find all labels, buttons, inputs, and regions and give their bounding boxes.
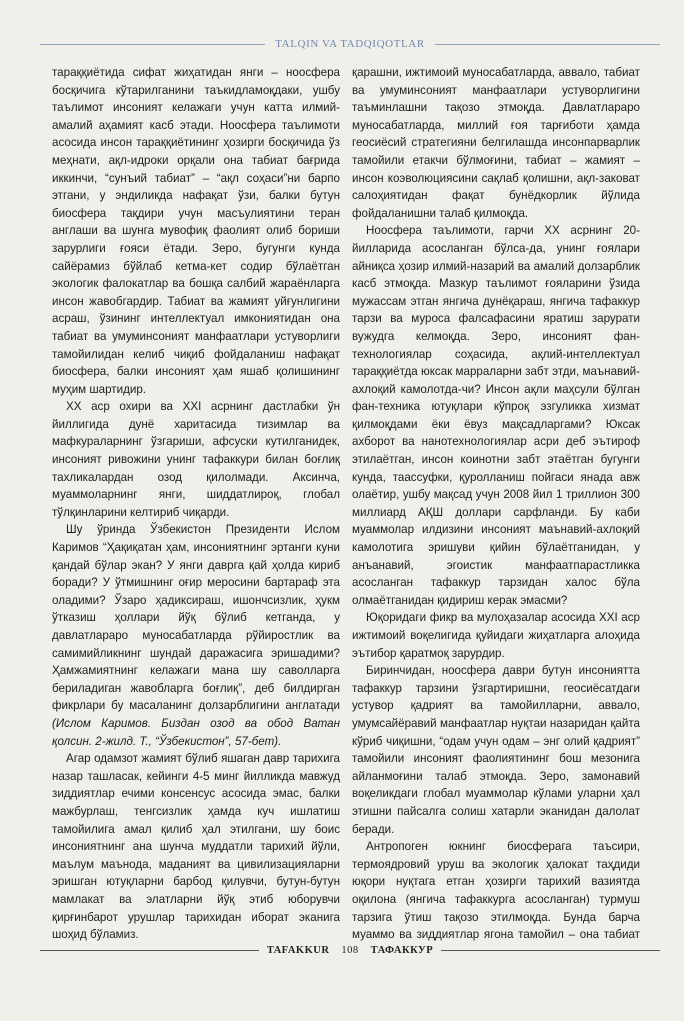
article-body xyxy=(52,64,640,944)
paragraph: XX аср охири ва XXI асрнинг дастлабки ўн йиллигида дунё харитасида тизимлар ва мафкураларнинг ўзгариши, афсуски кутилганидек, инсоният ривожини унинг тафаккури билан боғлиқ тахликалардан озод қилолмади. Аксинча, муаммоларнинг янги, шиддатлироқ, глобал тўлқинларини келтириб чиқарди. xyxy=(52,400,340,519)
page-number: 108 xyxy=(341,944,359,956)
running-footer xyxy=(40,942,660,958)
paragraph: тараққиётида сифат жиҳатидан янги – ноосфера босқичига кўтарилганини таъкидламоқдаки, ушбу таълимот инсоният келажаги учун катта илмий-амалий аҳамият касб этади. Ноосфера таълимоти асосида инсон тараққиётининг ҳозирги босқичида ўз меҳнати, ақл-идроки орқали она табиат бағрида иккинчи, “сунъий табиат” – “ақл соҳаси”ни барпо этгани, у эндиликда нафақат ўзи, балки бутун биосфера тақдири учун масъулиятини теран англаши ва шунга мувофиқ фаолият олиб бориши зарурлиги ғояси ётади. Зеро, бугунги кунда сайёрамиз бўйлаб кетма-кет содир бўлаётган экологик фалокатлар ва бошқа салбий жараёнларга инсон жавобгардир. Табиат ва жамият уйғунлигини асраш, ўзининг интеллектуал имкониятидан она табиат ва умуминсоният манфаатлари устуворлиги тамойилидан келиб чиқиб фойдаланиш нафақат биосфера, балки инсоният ҳам яшаб қолишининг муҳим шартидир. xyxy=(52,66,340,396)
citation: (Ислом Каримов. Биздан озод ва обод Ватан қолсин. 2-жилд. Т., “Ўзбекистон”, 57-бет). xyxy=(52,716,340,748)
footer-rule-right xyxy=(441,950,660,951)
footer-rule-left xyxy=(40,950,259,951)
paragraph: Антропоген юкнинг биосферага таъсири, термоядровий уруш ва экологик ҳалокат таҳдиди юқори нуқтага етган ҳозирги тарихий вазиятда оқилона (янгича тафаккурга асосланган) турмуш тарзига ўтиш тақозо этилмоқда. Бунда барча муаммо ва зиддиятлар ягона тамойил – она табиат xyxy=(352,840,640,942)
paragraph: Агар одамзот жамият бўлиб яшаган давр тарихига назар ташласак, кейинги 4-5 минг йилликда мавжуд зиддиятлар ечими консенсус асосида эмас, балки мажбурлаш, тенгсизлик ҳамда куч ишлатиш тамойилига амал қилиб ҳал этилгани, шу боис инсониятнинг ана шунча муддатли тарихий йўли, маълум маънода, маданият ва цивилизацияларни эришган ютуқларни барбод қилувчи, бутун-бутун мамлакат ва элатларни йўқ этиб юборувчи қирғинбарот урушлар тарихидан иборат эканига шоҳид бўламиз. xyxy=(52,752,340,942)
running-header xyxy=(40,36,660,52)
header-rule-left xyxy=(40,44,265,45)
section-title: TALQIN VA TADQIQOTLAR xyxy=(275,38,425,50)
paragraph: қарашни, ижтимоий муносабатларда, аввало, табиат ва умуминсоният манфаатлари устуворлигини таъминлашни тақозо этмоқда. Давлатлараро муносабатларда, миллий ғоя тарғиботи ҳамда геосиёсий стратегияни белгилашда инсонпарварлик тамойили етакчи бўлмоғини, табиат – жамият – инсон коэволюциясини сақлаб қолишни, ақл-заковат салоҳиятидан фақат бунёдкорлик йўлида фойдаланишни талаб қилмоқда. xyxy=(352,66,640,220)
journal-name-latin: TAFAKKUR xyxy=(266,944,330,956)
header-rule-right xyxy=(435,44,660,45)
left-column xyxy=(52,64,340,944)
paragraph: Юқоридаги фикр ва мулоҳазалар асосида XXI аср ижтимоий воқелигида қуйидаги жиҳатларга алоҳида эътибор қаратмоқ зарурдир. xyxy=(352,611,640,660)
journal-name-cyrillic: ТАФАККУР xyxy=(370,944,434,956)
paragraph: Ноосфера таълимоти, гарчи XX асрнинг 20-йилларида асосланган бўлса-да, унинг ғоялари айниқса ҳозир илмий-назарий ва амалий долзарблик касб этмоқда. Мазкур таълимот ғояларини ўзида мужассам этган янгича дунёқараш, янгича тафаккур тарзи ва муроса фалсафасини яратиш зарурати вужудга келмоқда. Зеро, инсоният фан-технологиялар соҳасида, ақлий-интеллектуал тараққиётда юксак марраларни забт этди, маънавий-ахлоқий камолотда-чи? Инсон ақли маҳсули бўлган фан-техника ютуқлари кўпроқ эзгуликка хизмат қилмоқдами ёки ёвуз мақсадларгами? Юксак ахборот ва нанотехнологиялар асри деб эътироф этилаётган, инсон коинотни забт этаётган бугунги кунда, таассуфки, қуролланиш пойгаси янада авж олаётир, ушбу мақсад учун 2008 йил 1 триллион 300 миллиард АҚШ доллари сарфланди. Бу каби муаммолар илдизини инсоният маънавий-ахлоқий камолотига эришуви қийин бўлаётганидан, у анъанавий, эгоистик манфаатпарастликка асосланган тафаккур тарзидан халос бўла олмаётганидан қидириш керак эмасми? xyxy=(352,224,640,607)
paragraph: Биринчидан, ноосфера даври бутун инсониятта тафаккур тарзини ўзгартиришни, геосиёсатдаги устувор қадрият ва тамойилларни, аввало, умумсайёравий манфаатлар нуқтаи назаридан қайта кўриб чиқишни, “одам учун одам – энг олий қадрият” тамойили инсоният фаолиятининг бош мезонига айланмоғини талаб этмоқда. Зеро, замонавий воқеликдаги глобал муаммолар кўлами уларни ҳал этишни пайсалга солиш хатарли эканидан далолат беради. xyxy=(352,664,640,836)
paragraph-quote xyxy=(52,521,340,750)
right-column xyxy=(352,64,640,944)
quote-text: Шу ўринда Ўзбекистон Президенти Ислом Каримов “Ҳақиқатан ҳам, инсониятнинг эртанги куни қандай бўлар экан? У янги даврга қай ҳолда кириб боради? У ўтмишнинг оғир меросини бартараф эта оладими? Ўзаро ҳадиксираш, ишончсизлик, ҳукм ўтказиш ҳоллари йўқ бўлиб кетганда, у давлатлараро муносабатларда рўйиростлик ва самимийликнинг шундай даражасига эришадими? Ҳамжамиятнинг келажаги мана шу саволларга бериладиган жавобларга боғлиқ”, деб билдирган фикрлари бу масаланинг долзарблигини англатади xyxy=(52,523,340,713)
